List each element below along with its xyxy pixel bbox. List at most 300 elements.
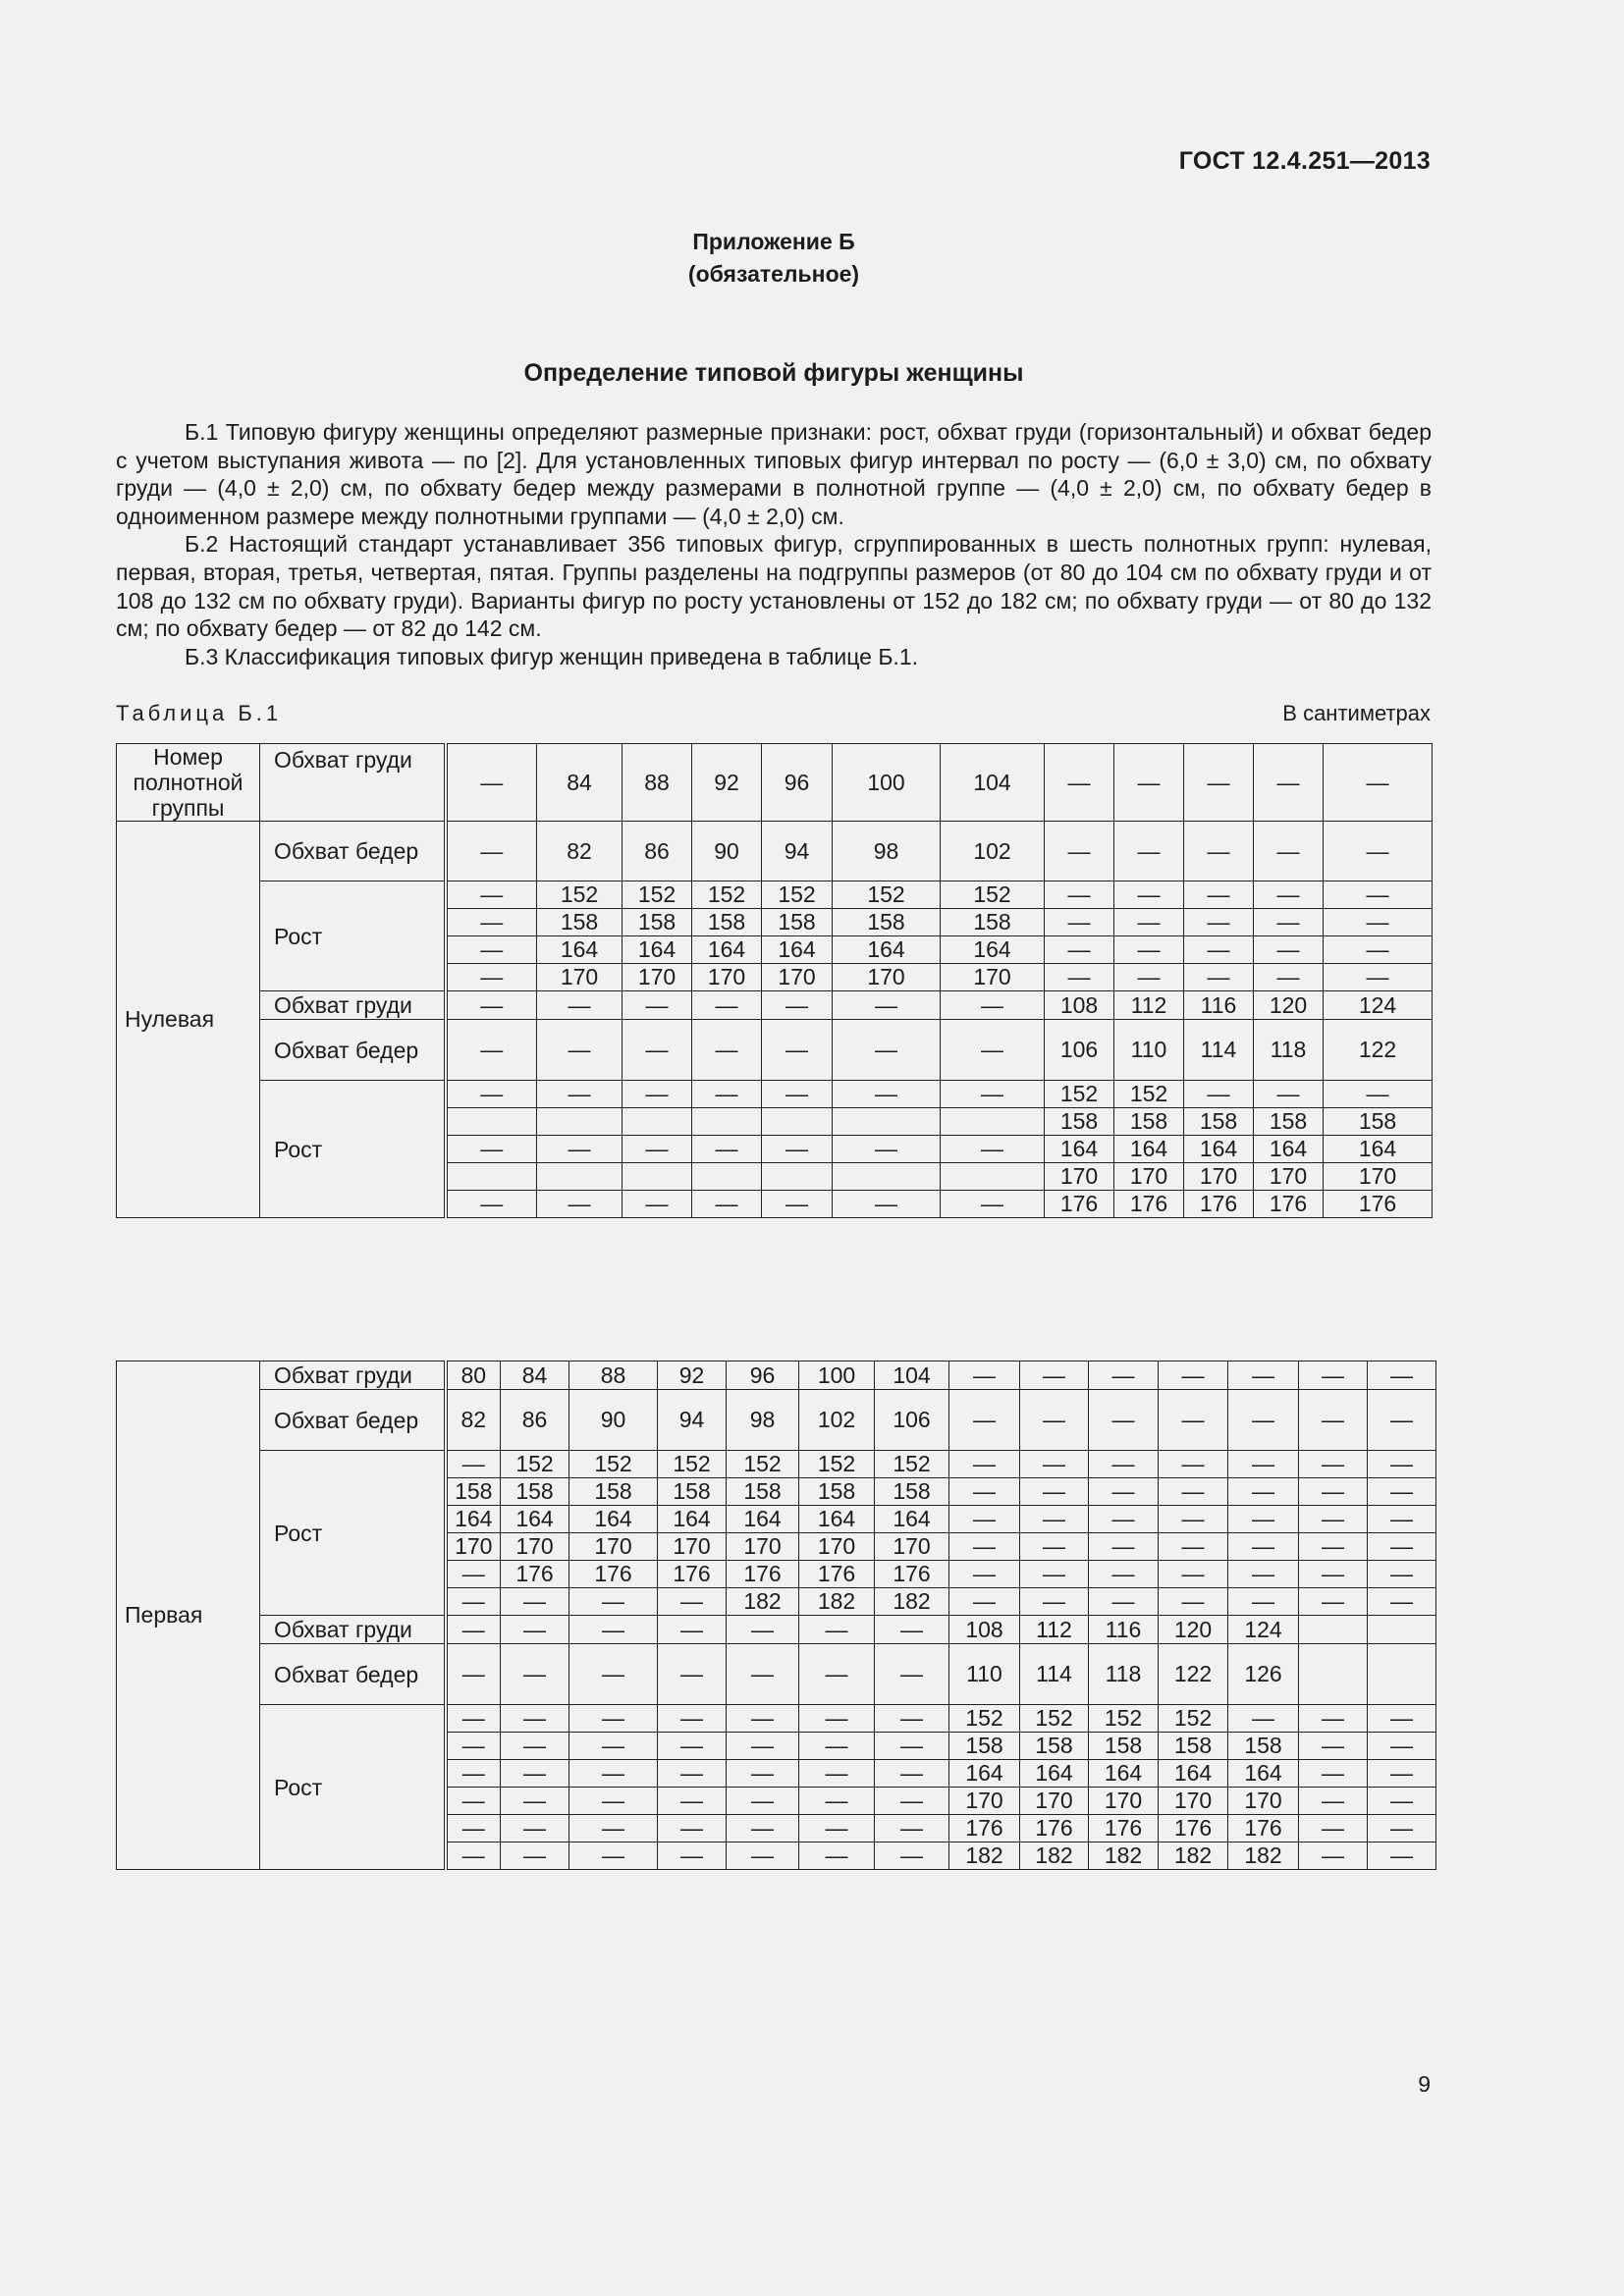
table-cell: — (762, 1020, 833, 1081)
table-cell: — (569, 1842, 658, 1870)
table-cell: — (569, 1815, 658, 1842)
table-cell: — (799, 1705, 875, 1733)
table-cell: 158 (658, 1478, 727, 1506)
table-cell: — (1299, 1842, 1368, 1870)
table-cell: 170 (1045, 1163, 1114, 1191)
table-cell: — (1299, 1788, 1368, 1815)
table-cell: 164 (1228, 1760, 1299, 1788)
table-cell: — (569, 1616, 658, 1644)
table-cell: 164 (1184, 1136, 1254, 1163)
table-cell: — (1299, 1815, 1368, 1842)
table-cell: — (446, 1561, 501, 1588)
table-cell: — (658, 1644, 727, 1705)
table-cell: 90 (692, 822, 762, 881)
table-cell: — (875, 1705, 949, 1733)
table-cell: — (658, 1760, 727, 1788)
table-cell: 152 (692, 881, 762, 909)
table-cell: 176 (1159, 1815, 1228, 1842)
table-cell: — (1368, 1815, 1436, 1842)
table-cell: — (799, 1760, 875, 1788)
table-cell: — (1254, 822, 1324, 881)
table-cell: 108 (949, 1616, 1020, 1644)
table-cell: 170 (949, 1788, 1020, 1815)
table-cell: 176 (1089, 1815, 1159, 1842)
table-cell: 176 (799, 1561, 875, 1588)
table-cell: — (569, 1644, 658, 1705)
table-cell: 124 (1324, 991, 1433, 1020)
table-cell: 182 (949, 1842, 1020, 1870)
table-cell: 84 (501, 1362, 569, 1390)
table-cell: 98 (727, 1390, 799, 1451)
table-cell: — (537, 991, 623, 1020)
chest-label: Обхват груди (260, 1616, 446, 1644)
table-cell: — (446, 1705, 501, 1733)
table-cell: 122 (1159, 1644, 1228, 1705)
table-cell: — (833, 1020, 941, 1081)
table-cell: 106 (1045, 1020, 1114, 1081)
table-cell: 164 (658, 1506, 727, 1533)
table-cell: — (537, 1191, 623, 1218)
table-cell: 170 (501, 1533, 569, 1561)
table-cell: — (833, 1081, 941, 1108)
table-cell: 182 (1089, 1842, 1159, 1870)
table-cell: — (537, 1081, 623, 1108)
table-cell: — (569, 1733, 658, 1760)
table-cell: — (1159, 1506, 1228, 1533)
table-cell: 170 (762, 964, 833, 991)
table-cell: — (1299, 1760, 1368, 1788)
table-cell (1368, 1616, 1436, 1644)
table-cell: 164 (799, 1506, 875, 1533)
table-cell: — (949, 1478, 1020, 1506)
table-cell: — (1228, 1533, 1299, 1561)
table-cell: — (949, 1588, 1020, 1616)
table-cell: — (1159, 1478, 1228, 1506)
table-cell: 158 (692, 909, 762, 936)
table-cell: 112 (1114, 991, 1184, 1020)
table-cell: — (623, 1136, 692, 1163)
table-cell: — (1089, 1533, 1159, 1561)
group-name-first: Первая (117, 1362, 260, 1870)
table-cell: 164 (949, 1760, 1020, 1788)
table-cell: — (1159, 1533, 1228, 1561)
table-cell: 158 (1228, 1733, 1299, 1760)
table-cell: 170 (799, 1533, 875, 1561)
table-cell: — (446, 1760, 501, 1788)
table-cell: — (501, 1760, 569, 1788)
table-cell: 104 (875, 1362, 949, 1390)
document-code: ГОСТ 12.4.251—2013 (1178, 147, 1431, 175)
table-cell: — (446, 744, 537, 822)
table-cell: 158 (833, 909, 941, 936)
table-cell: — (446, 909, 537, 936)
table-cell: — (949, 1506, 1020, 1533)
table-cell: 170 (1254, 1163, 1324, 1191)
table-cell: 164 (1020, 1760, 1089, 1788)
table-cell: — (658, 1616, 727, 1644)
table-cell: 170 (537, 964, 623, 991)
table-cell: 158 (762, 909, 833, 936)
table-cell: — (1184, 744, 1254, 822)
table-cell: 170 (623, 964, 692, 991)
table-cell: — (1045, 744, 1114, 822)
table-cell: — (762, 1191, 833, 1218)
table-cell: — (1299, 1561, 1368, 1588)
table-cell: — (727, 1788, 799, 1815)
table-cell: — (446, 1616, 501, 1644)
table-cell: 182 (727, 1588, 799, 1616)
table-cell: — (1089, 1561, 1159, 1588)
table-cell (1299, 1616, 1368, 1644)
table-cell: 158 (501, 1478, 569, 1506)
table-cell: 88 (623, 744, 692, 822)
table-cell: 176 (875, 1561, 949, 1588)
table-cell: 158 (569, 1478, 658, 1506)
table-cell: 164 (692, 936, 762, 964)
table-cell: 158 (1159, 1733, 1228, 1760)
table-cell: — (727, 1815, 799, 1842)
table-cell: — (1368, 1506, 1436, 1533)
table-cell: 104 (941, 744, 1045, 822)
table-cell: 170 (1159, 1788, 1228, 1815)
table-cell: 176 (1324, 1191, 1433, 1218)
table-cell: 152 (1045, 1081, 1114, 1108)
table-cell: 152 (875, 1451, 949, 1478)
section-title: Определение типовой фигуры женщины (523, 359, 1024, 387)
table-cell: 152 (762, 881, 833, 909)
table-cell: — (799, 1733, 875, 1760)
table-cell: — (1254, 744, 1324, 822)
table-cell: 152 (949, 1705, 1020, 1733)
table-cell: 164 (833, 936, 941, 964)
table-cell: 82 (537, 822, 623, 881)
group-name-zero: Нулевая (117, 822, 260, 1218)
table-cell: 158 (799, 1478, 875, 1506)
table-cell: — (762, 1136, 833, 1163)
body-text (116, 418, 1432, 670)
table-cell: 176 (1045, 1191, 1114, 1218)
table-cell: — (1368, 1390, 1436, 1451)
table-cell: 164 (623, 936, 692, 964)
table-cell: — (446, 991, 537, 1020)
table-cell: — (762, 991, 833, 1020)
table-cell: — (1089, 1588, 1159, 1616)
table-cell: — (1299, 1451, 1368, 1478)
table-cell: — (501, 1705, 569, 1733)
table-cell: — (1159, 1390, 1228, 1451)
table-cell: 176 (501, 1561, 569, 1588)
table-cell: — (1089, 1390, 1159, 1451)
table-cell: 170 (569, 1533, 658, 1561)
table-cell: 164 (1324, 1136, 1433, 1163)
table-cell: 152 (569, 1451, 658, 1478)
table-cell: — (1368, 1451, 1436, 1478)
table-cell: — (1114, 822, 1184, 881)
table-cell: 158 (949, 1733, 1020, 1760)
table-cell: — (623, 991, 692, 1020)
table-cell: — (623, 1020, 692, 1081)
table-cell (692, 1163, 762, 1191)
table-cell: 152 (537, 881, 623, 909)
table-cell: — (623, 1081, 692, 1108)
table-cell: — (1299, 1733, 1368, 1760)
table-cell: 84 (537, 744, 623, 822)
table-cell: — (446, 964, 537, 991)
table-cell: 164 (1114, 1136, 1184, 1163)
table-cell: — (949, 1362, 1020, 1390)
table-cell: 94 (762, 822, 833, 881)
table-cell: — (1254, 881, 1324, 909)
table-cell: — (1368, 1760, 1436, 1788)
table-cell: — (949, 1561, 1020, 1588)
table-cell: — (1045, 909, 1114, 936)
table-cell: — (1324, 881, 1433, 909)
table-cell: — (1324, 822, 1433, 881)
table-cell: — (1089, 1478, 1159, 1506)
table-cell: — (569, 1788, 658, 1815)
table-cell: — (1254, 1081, 1324, 1108)
table-cell: 92 (692, 744, 762, 822)
table-cell: 164 (1159, 1760, 1228, 1788)
table-cell: — (1045, 881, 1114, 909)
paragraph-b3: Б.3 Классификация типовых фигур женщин приведена в таблице Б.1. (185, 643, 918, 669)
table-cell: 164 (875, 1506, 949, 1533)
table-cell: 176 (658, 1561, 727, 1588)
table-cell: — (1299, 1506, 1368, 1533)
table-cell: — (1020, 1451, 1089, 1478)
table-cell: — (1368, 1588, 1436, 1616)
table-cell: 170 (1324, 1163, 1433, 1191)
table-cell: 182 (1228, 1842, 1299, 1870)
table-cell: — (941, 1191, 1045, 1218)
table-cell: — (1089, 1362, 1159, 1390)
table-cell: 164 (537, 936, 623, 964)
table-cell: — (875, 1616, 949, 1644)
table-cell: — (692, 1191, 762, 1218)
table-cell: 164 (727, 1506, 799, 1533)
table-cell: 92 (658, 1362, 727, 1390)
table-cell: 114 (1184, 1020, 1254, 1081)
size-table-group-first (116, 1361, 1436, 1870)
table-cell: — (569, 1705, 658, 1733)
table-cell: — (1368, 1362, 1436, 1390)
table-cell: — (1159, 1451, 1228, 1478)
height-label: Рост (260, 1081, 446, 1218)
paragraph-b1: Б.1 Типовую фигуру женщины определяют размерные признаки: рост, обхват груди (горизонтальный) и обхват бедер с учетом выступания живота — по [2]. Для установленных типовых фигур интервал по росту — (6,0 ± 3,0) см, по обхвату груди — (4,0 ± 2,0) см, по обхвату бедер между размерами в полнотной группе — (4,0 ± 2,0) см, по обхвату бедер в одноименном размере между полнотными группами — (4,0 ± 2,0) см. (116, 419, 1432, 529)
appendix-heading (0, 226, 1547, 291)
table-cell: 164 (569, 1506, 658, 1533)
table-cell: 170 (875, 1533, 949, 1561)
table-cell: — (1299, 1478, 1368, 1506)
table-cell: — (941, 1136, 1045, 1163)
table-cell: 110 (949, 1644, 1020, 1705)
table-cell (833, 1163, 941, 1191)
table-cell: 96 (727, 1362, 799, 1390)
table-cell: — (658, 1788, 727, 1815)
table-cell: — (1228, 1362, 1299, 1390)
table-cell: 152 (501, 1451, 569, 1478)
table-cell: 164 (1089, 1760, 1159, 1788)
table-cell: — (446, 1081, 537, 1108)
table-caption: Таблица Б.1 (116, 701, 283, 725)
table-cell: 164 (762, 936, 833, 964)
table-cell: — (1045, 936, 1114, 964)
table-cell: — (1299, 1533, 1368, 1561)
table-cell: 152 (1020, 1705, 1089, 1733)
table-cell: 170 (727, 1533, 799, 1561)
table-cell (446, 1163, 537, 1191)
table-cell: — (1228, 1561, 1299, 1588)
table-cell: — (727, 1842, 799, 1870)
table-cell: — (941, 1081, 1045, 1108)
table-cell: 170 (1089, 1788, 1159, 1815)
table-cell: — (1324, 909, 1433, 936)
table-cell: — (1020, 1533, 1089, 1561)
table-cell: 120 (1159, 1616, 1228, 1644)
table-cell: — (1020, 1588, 1089, 1616)
table-units: В сантиметрах (1282, 701, 1431, 725)
table-cell: — (1020, 1390, 1089, 1451)
table-cell (537, 1108, 623, 1136)
paragraph-b2: Б.2 Настоящий стандарт устанавливает 356 типовых фигур, сгруппированных в шесть полнотных групп: нулевая, первая, вторая, третья, четвертая, пятая. Группы разделены на подгруппы размеров (от 80 до 104 см по обхвату груди и от 108 до 132 см по обхвату груди). Варианты фигур по росту установлены от 152 до 182 см; по обхвату груди — от 80 до 132 см; по обхвату бедер — от 82 до 142 см. (116, 531, 1432, 642)
table-cell: — (1184, 1081, 1254, 1108)
table-cell: — (1368, 1478, 1436, 1506)
table-cell: — (1184, 822, 1254, 881)
table-cell: — (727, 1705, 799, 1733)
table-cell: — (692, 991, 762, 1020)
table-cell: 80 (446, 1362, 501, 1390)
page-number: 9 (1418, 2071, 1431, 2097)
table-cell: — (949, 1451, 1020, 1478)
table-cell: 152 (1159, 1705, 1228, 1733)
table-cell: 164 (446, 1506, 501, 1533)
table-cell: 158 (875, 1478, 949, 1506)
table-cell: — (446, 1136, 537, 1163)
table-cell: — (875, 1815, 949, 1842)
table-cell (692, 1108, 762, 1136)
height-label: Рост (260, 1705, 446, 1870)
table-cell: 164 (1045, 1136, 1114, 1163)
table-cell: — (658, 1733, 727, 1760)
table-cell: 158 (1045, 1108, 1114, 1136)
table-cell: — (949, 1390, 1020, 1451)
table-cell: 96 (762, 744, 833, 822)
hips-label: Обхват бедер (260, 1644, 446, 1705)
table-cell: — (1020, 1362, 1089, 1390)
table-cell: — (623, 1191, 692, 1218)
table-cell: — (569, 1588, 658, 1616)
table-cell: 170 (658, 1533, 727, 1561)
table-cell: — (1089, 1506, 1159, 1533)
table-cell: 182 (799, 1588, 875, 1616)
table-cell: — (833, 991, 941, 1020)
table-cell: — (501, 1616, 569, 1644)
table-cell: 88 (569, 1362, 658, 1390)
table-cell: 152 (1114, 1081, 1184, 1108)
table-cell: 158 (446, 1478, 501, 1506)
table-cell: 158 (727, 1478, 799, 1506)
table-cell: — (875, 1788, 949, 1815)
table-cell: 152 (623, 881, 692, 909)
table-cell (1299, 1644, 1368, 1705)
table-cell: — (446, 1644, 501, 1705)
table-cell: 170 (1184, 1163, 1254, 1191)
table-cell: — (1228, 1390, 1299, 1451)
table-cell: — (1114, 964, 1184, 991)
table-cell: 170 (446, 1533, 501, 1561)
table-cell: — (446, 1733, 501, 1760)
table-cell: — (1184, 964, 1254, 991)
table-cell: 176 (1184, 1191, 1254, 1218)
table-cell: 170 (833, 964, 941, 991)
table-cell: 176 (1254, 1191, 1324, 1218)
table-cell: — (1114, 744, 1184, 822)
table-cell: 152 (727, 1451, 799, 1478)
table-cell: — (1045, 822, 1114, 881)
table-cell: — (799, 1815, 875, 1842)
table-cell: 182 (1159, 1842, 1228, 1870)
table-cell: — (446, 936, 537, 964)
table-cell: — (941, 1020, 1045, 1081)
table-cell (833, 1108, 941, 1136)
table-cell: 86 (623, 822, 692, 881)
table-cell: 124 (1228, 1616, 1299, 1644)
table-cell: — (875, 1644, 949, 1705)
table-cell: — (1324, 744, 1433, 822)
table-cell: 122 (1324, 1020, 1433, 1081)
table-cell: — (446, 1842, 501, 1870)
table-cell: — (875, 1733, 949, 1760)
table-cell: — (1228, 1705, 1299, 1733)
table-cell: — (727, 1616, 799, 1644)
table-cell: — (658, 1815, 727, 1842)
table-cell: — (1228, 1451, 1299, 1478)
table-cell: — (1114, 909, 1184, 936)
table-cell: — (1254, 964, 1324, 991)
table-cell: — (1114, 881, 1184, 909)
table-cell: — (446, 822, 537, 881)
table-cell (941, 1163, 1045, 1191)
table-cell: — (1184, 881, 1254, 909)
table-cell: — (1368, 1705, 1436, 1733)
table-cell: — (875, 1760, 949, 1788)
table-cell: — (1228, 1506, 1299, 1533)
table-cell: — (446, 881, 537, 909)
table-cell: — (1324, 1081, 1433, 1108)
table-cell: 100 (833, 744, 941, 822)
table-cell: — (1114, 936, 1184, 964)
table-cell: 176 (1228, 1815, 1299, 1842)
appendix-title: Приложение Б (692, 229, 855, 254)
table-cell: — (1159, 1588, 1228, 1616)
table-cell: — (537, 1020, 623, 1081)
table-cell: 164 (1254, 1136, 1324, 1163)
table-cell: — (446, 1588, 501, 1616)
table-cell (537, 1163, 623, 1191)
table-cell: — (446, 1451, 501, 1478)
table-cell: — (1020, 1561, 1089, 1588)
table-cell: — (1184, 909, 1254, 936)
table-cell: 164 (941, 936, 1045, 964)
table-cell: 112 (1020, 1616, 1089, 1644)
table-cell: — (1368, 1842, 1436, 1870)
table-cell: 106 (875, 1390, 949, 1451)
table-cell: 102 (799, 1390, 875, 1451)
table-cell: 126 (1228, 1644, 1299, 1705)
table-cell: 158 (1089, 1733, 1159, 1760)
table-cell: 158 (1184, 1108, 1254, 1136)
table-cell (762, 1108, 833, 1136)
